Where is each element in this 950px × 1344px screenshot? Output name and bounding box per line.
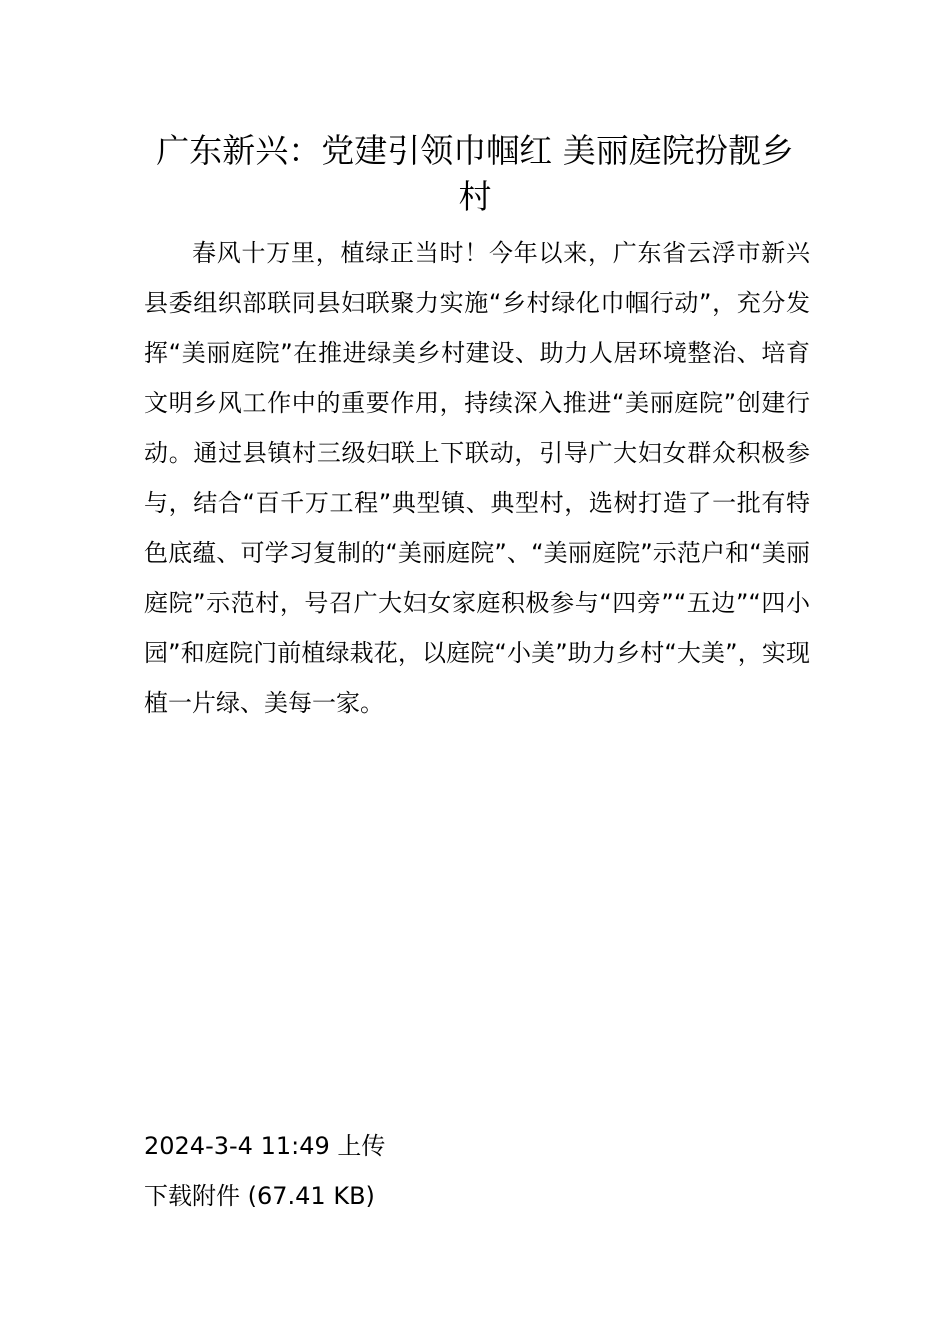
article-body: 春风十万里，植绿正当时！今年以来，广东省云浮市新兴县委组织部联同县妇联聚力实施“乡村绿化巾帼行动”，充分发挥“美丽庭院”在推进绿美乡村建设、助力人居环境整治、培育文明乡风工作中的重要作用，持续深入推进“美丽庭院”创建行动。通过县镇村三级妇联上下联动，引导广大妇女群众积极参与，结合“百千万工程”典型镇、典型村，选树打造了一批有特色底蕴、可学习复制的“美丽庭院”、“美丽庭院”示范户和“美丽庭院”示范村，号召广大妇女家庭积极参与“四旁”“五边”“四小园”和庭院门前植绿栽花，以庭院“小美”助力乡村“大美”，实现植一片绿、美每一家。 bbox=[144, 239, 810, 717]
upload-timestamp: 2024-3-4 11:49 上传 bbox=[144, 1132, 386, 1160]
download-attachment-link[interactable]: 下载附件 (67.41 KB) bbox=[144, 1182, 375, 1210]
article-title: 广东新兴：党建引领巾帼红 美丽庭院扮靓乡村 bbox=[156, 131, 794, 216]
